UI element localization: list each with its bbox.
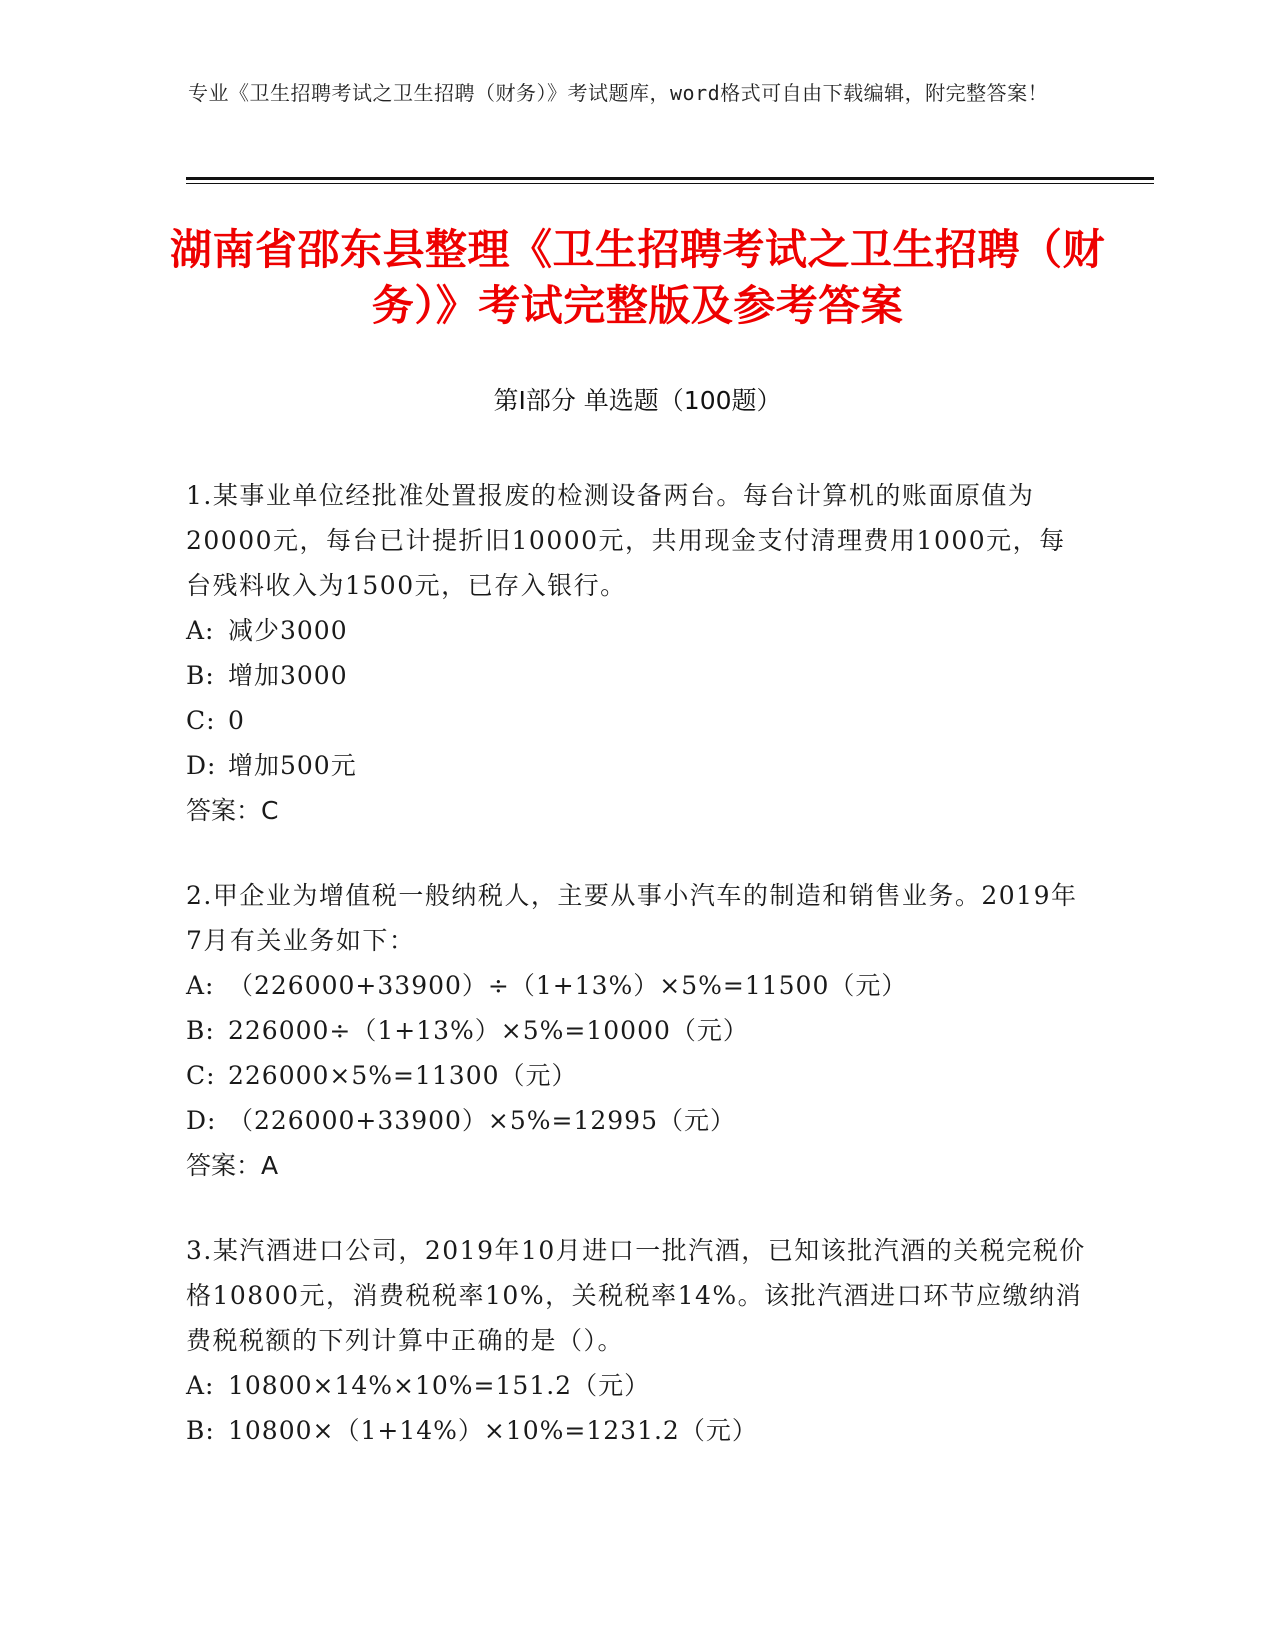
option-letter: B: bbox=[186, 661, 215, 690]
option-b bbox=[186, 1408, 1086, 1453]
option-b bbox=[186, 653, 1086, 698]
option-text: 增加3000 bbox=[228, 661, 348, 690]
option-letter: A: bbox=[186, 971, 215, 1000]
option-a bbox=[186, 1363, 1086, 1408]
option-text: （226000+33900）×5%=12995（元） bbox=[228, 1106, 736, 1135]
header-divider-thick bbox=[186, 177, 1154, 180]
answer-line: 答案：A bbox=[186, 1151, 279, 1180]
question-list bbox=[186, 473, 1086, 1493]
question-stem: 2.甲企业为增值税一般纳税人，主要从事小汽车的制造和销售业务。2019年7月有关业务如下： bbox=[186, 881, 1078, 955]
question-stem: 3.某汽酒进口公司，2019年10月进口一批汽酒，已知该批汽酒的关税完税价格10800元，消费税税率10%，关税税率14%。该批汽酒进口环节应缴纳消费税税额的下列计算中正确的是（）。 bbox=[186, 1236, 1086, 1355]
option-letter: C: bbox=[186, 706, 216, 735]
option-text: 减少3000 bbox=[228, 616, 348, 645]
option-letter: B: bbox=[186, 1416, 215, 1445]
option-text: 增加500元 bbox=[228, 751, 357, 780]
option-letter: D: bbox=[186, 1106, 217, 1135]
option-a bbox=[186, 608, 1086, 653]
option-letter: B: bbox=[186, 1016, 215, 1045]
header-divider-thin bbox=[186, 183, 1154, 184]
option-text: 226000×5%=11300（元） bbox=[228, 1061, 578, 1090]
option-text: 10800×14%×10%=151.2（元） bbox=[228, 1371, 651, 1400]
option-d bbox=[186, 1098, 1086, 1143]
option-text: 10800×（1+14%）×10%=1231.2（元） bbox=[228, 1416, 758, 1445]
header-note: 专业《卫生招聘考试之卫生招聘（财务）》考试题库，word格式可自由下载编辑，附完整答案！ bbox=[188, 81, 1049, 105]
option-letter: A: bbox=[186, 616, 215, 645]
option-text: （226000+33900）÷（1+13%）×5%=11500（元） bbox=[228, 971, 908, 1000]
option-a bbox=[186, 963, 1086, 1008]
option-letter: D: bbox=[186, 751, 217, 780]
option-c bbox=[186, 698, 1086, 743]
question-1 bbox=[186, 473, 1086, 833]
option-d bbox=[186, 743, 1086, 788]
question-2 bbox=[186, 873, 1086, 1188]
section-title: 第Ⅰ部分 单选题（100题） bbox=[493, 386, 782, 415]
option-letter: C: bbox=[186, 1061, 216, 1090]
question-stem: 1.某事业单位经批准处置报废的检测设备两台。每台计算机的账面原值为20000元，每台已计提折旧10000元，共用现金支付清理费用1000元，每台残料收入为1500元，已存入银行。 bbox=[186, 481, 1066, 600]
option-b bbox=[186, 1008, 1086, 1053]
option-letter: A: bbox=[186, 1371, 215, 1400]
document-title: 湖南省邵东县整理《卫生招聘考试之卫生招聘（财务）》考试完整版及参考答案 bbox=[169, 225, 1105, 330]
option-c bbox=[186, 1053, 1086, 1098]
answer-line: 答案：C bbox=[186, 796, 279, 825]
option-text: 0 bbox=[228, 706, 245, 735]
option-text: 226000÷（1+13%）×5%=10000（元） bbox=[228, 1016, 749, 1045]
question-3 bbox=[186, 1228, 1086, 1453]
